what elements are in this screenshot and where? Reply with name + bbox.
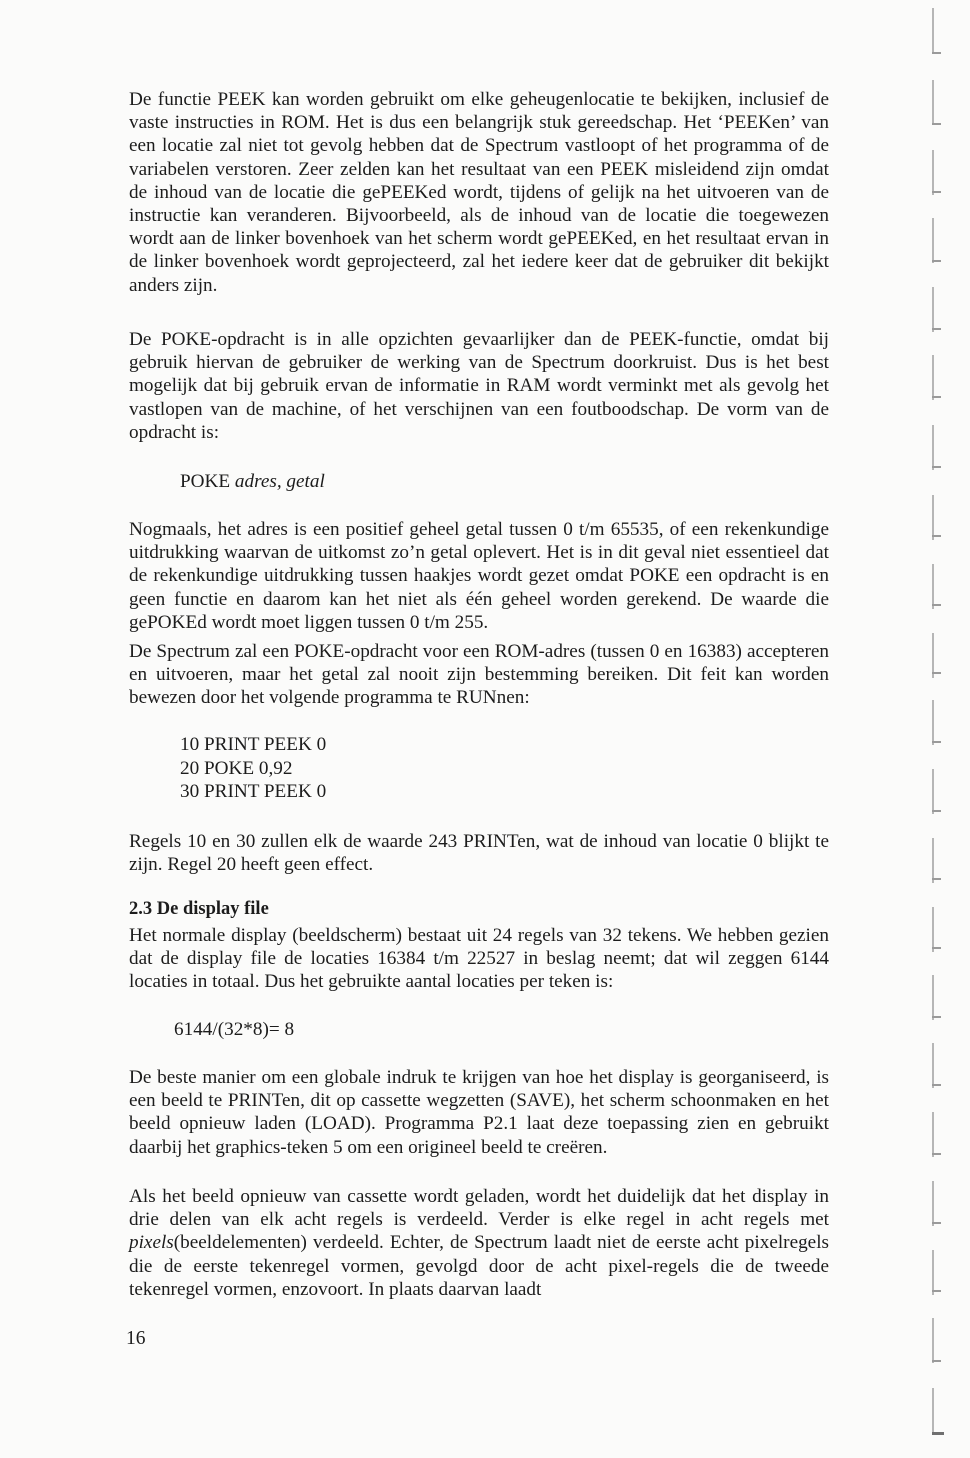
edge-tick	[932, 396, 941, 398]
edge-line	[932, 287, 934, 332]
edge-tick	[932, 1084, 941, 1086]
paragraph-display-size	[129, 924, 829, 994]
edge-tick	[932, 260, 941, 262]
edge-tick	[932, 947, 941, 949]
edge-line	[932, 975, 934, 1020]
paragraph-address-range	[129, 518, 829, 634]
edge-line	[932, 1043, 934, 1088]
page-number: 16	[126, 1328, 146, 1349]
edge-tick	[932, 123, 941, 125]
paragraph-rom-poke	[129, 640, 829, 710]
section-heading: 2.3 De display file	[129, 899, 269, 919]
edge-tick	[932, 1222, 941, 1224]
edge-tick	[932, 1153, 941, 1155]
paragraph-pixel-rows	[129, 1185, 829, 1301]
paragraph-text	[129, 1185, 829, 1301]
edge-line	[932, 1388, 934, 1433]
edge-line	[932, 355, 934, 400]
edge-line	[932, 80, 934, 125]
paragraph-text: Regels 10 en 30 zullen elk de waarde 243 PRINTen, wat de inhoud van locatie 0 blijkt te zijn. Regel 20 heeft geen effect.	[129, 831, 829, 876]
edge-line	[932, 150, 934, 195]
code-line: 30 PRINT PEEK 0	[180, 781, 327, 802]
edge-tick	[932, 810, 941, 812]
edge-line	[932, 8, 934, 53]
edge-line	[932, 564, 934, 609]
scan-edge-marks	[926, 0, 970, 1458]
edge-tick	[932, 191, 941, 193]
paragraph-program-result	[129, 830, 829, 876]
edge-line	[932, 1112, 934, 1157]
paragraph-text: De functie PEEK kan worden gebruikt om elke geheugenlocatie te bekijken, inclusief de vaste instructies in ROM. Het is dus een belangrijk stuk gereedschap. Het ‘PEEKen’ van een locatie zal niet tot gevolg hebben dat de Spectrum vastloopt of het programma of de variabelen verstoren. Zeer zelden kan het resultaat van een PEEK misleidend zijn omdat de inhoud van de locatie die gePEEKed wordt, tijdens of gelijk na het uitvoeren van de instructie kan veranderen. Bijvoorbeeld, als de inhoud van de locatie die toegewezen wordt aan de linker bovenhoek van het scherm wordt gePEEKed, en het resultaat ervan in de linker bovenhoek wordt geprojecteerd, zal het iedere keer dat de gebruiker dit bekijkt anders zijn.	[129, 89, 829, 296]
edge-line	[932, 1318, 934, 1363]
program-listing	[180, 733, 326, 804]
edge-tick	[932, 741, 941, 743]
paragraph-text: De beste manier om een globale indruk te krijgen van hoe het display is georganiseerd, is een beeld te PRINTen, dit op cassette wegzetten (SAVE), het scherm schoonmaken en het beeld opnieuw laden (LOAD). Programma P2.1 laat deze toepassing zien en gebruikt daarbij het graphics-teken 5 om een origineel beeld te creëren.	[129, 1067, 829, 1158]
poke-syntax	[180, 470, 325, 493]
italic-term: pixels	[129, 1232, 174, 1254]
paragraph-poke-command	[129, 328, 829, 444]
edge-tick	[932, 52, 941, 54]
edge-tick	[932, 535, 941, 537]
edge-tick	[932, 1290, 941, 1292]
text-run: Als het beeld opnieuw van cassette wordt geladen, wordt het duidelijk dat het display in drie delen van elk acht regels is verdeeld. Verder is elke regel in acht regels met	[129, 1186, 829, 1231]
paragraph-text: Nogmaals, het adres is een positief geheel getal tussen 0 t/m 65535, of een rekenkundige uitdrukking waarvan de uitkomst zo’n getal oplevert. Het is in dit geval niet essentieel dat de rekenkundige uitdrukking tussen haakjes wordt gezet omdat POKE een opdracht is en geen functie en daarom kan het niet als één geheel worden gerekend. De waarde die gePOKEd wordt moet liggen tussen 0 t/m 255.	[129, 519, 829, 633]
edge-line	[932, 1181, 934, 1226]
poke-arguments: adres, getal	[234, 471, 325, 492]
edge-line	[932, 1250, 934, 1295]
edge-line	[932, 218, 934, 263]
edge-tick	[932, 604, 941, 606]
edge-line	[932, 907, 934, 952]
edge-line	[932, 769, 934, 814]
code-line: 20 POKE 0,92	[180, 757, 293, 779]
edge-line	[932, 495, 934, 540]
code-line: 10 PRINT PEEK 0	[180, 734, 327, 755]
edge-tick	[932, 328, 941, 330]
formula: 6144/(32*8)= 8	[174, 1019, 295, 1040]
poke-keyword: POKE	[180, 471, 231, 492]
edge-tick	[932, 878, 941, 880]
edge-tick	[932, 466, 941, 468]
paragraph-text: De Spectrum zal een POKE-opdracht voor een ROM-adres (tussen 0 en 16383) accepteren en uitvoeren, maar het getal zal nooit zijn bestemming bereiken. Dit feit kan worden bewezen door het volgende programma te RUNnen:	[129, 641, 829, 709]
edge-line	[932, 700, 934, 745]
text-run: (beeldelementen) verdeeld. Echter, de Spectrum laadt niet de eerste acht pixelregels die de eerste tekenregel vormen, gevolgd door de acht pixel-regels die de tweede tekenregel vormen, enzovoort. In plaats daarvan laadt	[129, 1232, 829, 1300]
edge-line	[932, 838, 934, 883]
paragraph-text: Het normale display (beeldscherm) bestaat uit 24 regels van 32 tekens. We hebben gezien dat de display file de locaties 16384 t/m 22527 in beslag neemt; dat wil zeggen 6144 locaties in totaal. Dus het gebruikte aantal locaties per teken is:	[129, 925, 829, 993]
paragraph-text: De POKE-opdracht is in alle opzichten gevaarlijker dan de PEEK-functie, omdat bij gebruik hiervan de gebruiker de werking van de Spectrum doorkruist. Dus is het best mogelijk dat bij gebruik ervan de informatie in RAM wordt verminkt met als gevolg het vastlopen van de machine, of het verschijnen van een foutboodschap. De vorm van de opdracht is:	[129, 329, 829, 443]
paragraph-display-organisation	[129, 1066, 829, 1159]
edge-tick	[932, 1016, 941, 1018]
edge-line	[932, 425, 934, 470]
edge-tick	[932, 1432, 944, 1435]
paragraph-peek-function	[129, 88, 829, 297]
edge-tick	[932, 672, 941, 674]
edge-tick	[932, 1360, 941, 1362]
